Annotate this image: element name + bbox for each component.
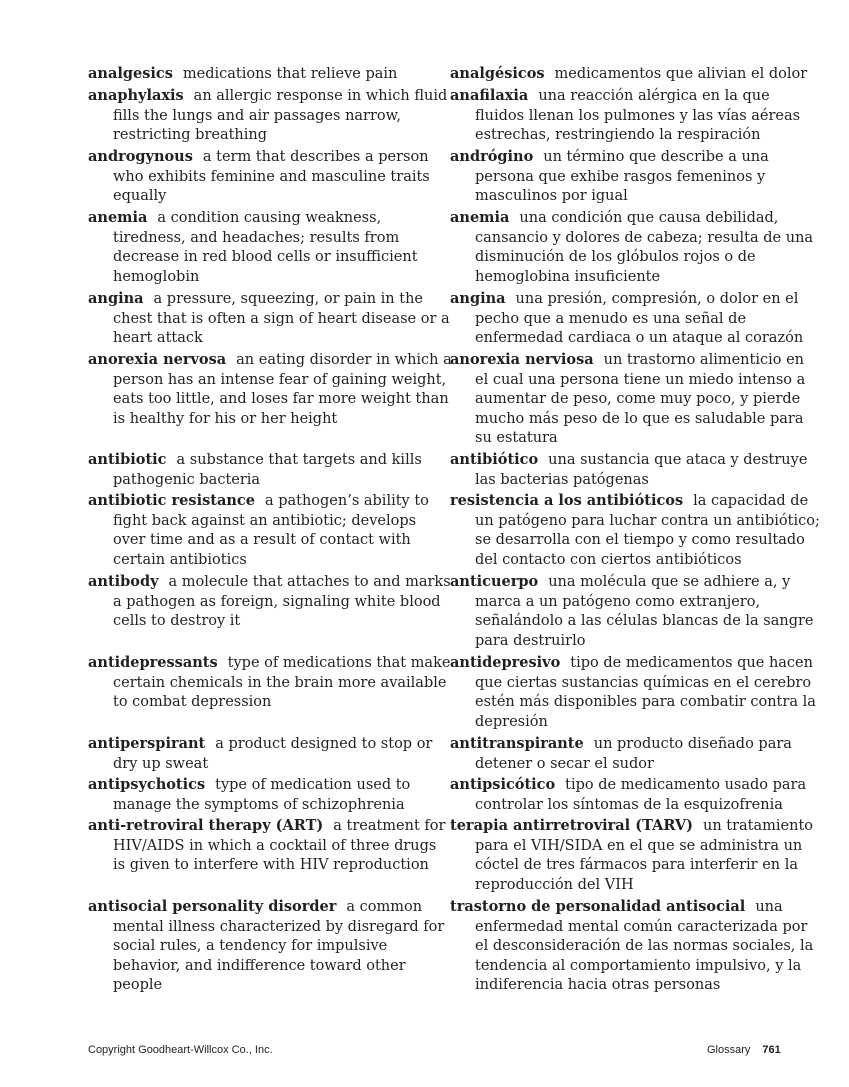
- entry-term: terapia antirretroviral (TARV): [450, 817, 693, 834]
- glossary-entry-es: [450, 289, 820, 349]
- glossary-entry-en: [88, 653, 453, 713]
- entry-definition: type of medications that make certain chemicals in the brain more available to combat depression: [113, 655, 451, 710]
- entry-definition: an allergic response in which fluid fills the lungs and air passages narrow, restricting breathing: [113, 88, 448, 143]
- entry-definition: a common mental illness characterized by disregard for social rules, a tendency for impulsive behavior, and indifference toward other people: [113, 899, 445, 993]
- entry-term: analgesics: [88, 65, 173, 82]
- entry-term: antibody: [88, 573, 159, 590]
- entry-term: antidepressants: [88, 654, 218, 671]
- entry-term: antibiotic resistance: [88, 492, 255, 509]
- page-footer-right: [707, 1043, 781, 1057]
- copyright-notice: Copyright Goodheart-Willcox Co., Inc.: [88, 1044, 273, 1056]
- entry-definition: a substance that targets and kills pathogenic bacteria: [113, 452, 422, 488]
- glossary-entry-en: [88, 289, 453, 349]
- entry-term: antisocial personality disorder: [88, 898, 337, 915]
- entry-term: anticuerpo: [450, 573, 539, 590]
- entry-definition: tipo de medicamento usado para controlar los síntomas de la esquizofrenia: [475, 777, 807, 813]
- entry-term: anti-retroviral therapy (ART): [88, 817, 324, 834]
- glossary-entry-en: [88, 208, 453, 287]
- entry-definition: a treatment for HIV/AIDS in which a cocktail of three drugs is given to interfere with HIV reproduction: [113, 818, 446, 873]
- entry-definition: a molecule that attaches to and marks a pathogen as foreign, signaling white blood cells to destroy it: [113, 574, 451, 629]
- entry-term: antitranspirante: [450, 735, 584, 752]
- glossary-entry-en: [88, 816, 453, 876]
- entry-term: resistencia a los antibióticos: [450, 492, 684, 509]
- entry-term: antibiotic: [88, 451, 167, 468]
- glossary-entry-en: [88, 350, 453, 429]
- entry-definition: a pathogen’s ability to fight back against an antibiotic; develops over time and as a result of contact with certain antibiotics: [113, 493, 429, 568]
- glossary-entry-es: [450, 208, 820, 287]
- entry-term: anafilaxia: [450, 87, 529, 104]
- entry-term: antiperspirant: [88, 735, 206, 752]
- entry-definition: un término que describe a una persona que exhibe rasgos femeninos y masculinos por igual: [475, 149, 769, 204]
- glossary-entry-en: [88, 897, 453, 996]
- glossary-entry-es: [450, 734, 820, 774]
- entry-term: anaphylaxis: [88, 87, 184, 104]
- entry-term: antidepresivo: [450, 654, 561, 671]
- entry-definition: una presión, compresión, o dolor en el pecho que a menudo es una señal de enfermedad cardiaca o un ataque al corazón: [475, 291, 804, 346]
- glossary-entry-en: [88, 734, 453, 774]
- entry-term: angina: [88, 290, 144, 307]
- entry-term: trastorno de personalidad antisocial: [450, 898, 746, 915]
- entry-definition: a pressure, squeezing, or pain in the chest that is often a sign of heart disease or a heart attack: [113, 291, 450, 346]
- entry-term: andrógino: [450, 148, 534, 165]
- glossary-entry-en: [88, 775, 453, 815]
- entry-definition: un producto diseñado para detener o secar el sudor: [475, 736, 792, 772]
- glossary-entry-en: [88, 64, 453, 85]
- glossary-entry-es: [450, 450, 820, 490]
- glossary-entry-es: [450, 491, 820, 570]
- entry-definition: type of medication used to manage the symptoms of schizophrenia: [113, 777, 411, 813]
- glossary-entry-es: [450, 350, 820, 449]
- entry-definition: una enfermedad mental común caracterizada por el desconsideración de las normas sociales, la tendencia al comportamiento impulsivo, y la indiferencia hacia otras personas: [475, 899, 814, 993]
- entry-term: angina: [450, 290, 506, 307]
- glossary-entry-en: [88, 450, 453, 490]
- entry-definition: a condition causing weakness, tiredness, and headaches; results from decrease in red blood cells or insufficient hemoglobin: [113, 210, 418, 285]
- page-number: 761: [762, 1044, 781, 1056]
- entry-term: anorexia nerviosa: [450, 351, 594, 368]
- entry-term: anorexia nervosa: [88, 351, 227, 368]
- entry-definition: tipo de medicamentos que hacen que ciertas sustancias químicas en el cerebro estén más disponibles para combatir contra la depresión: [475, 655, 816, 730]
- entry-definition: a term that describes a person who exhibits feminine and masculine traits equally: [113, 149, 430, 204]
- entry-definition: una molécula que se adhiere a, y marca a un patógeno como extranjero, señalándolo a las células blancas de la sangre para destruirlo: [475, 574, 814, 649]
- glossary-entry-es: [450, 775, 820, 815]
- entry-definition: medications that relieve pain: [182, 66, 398, 82]
- glossary-entry-en: [88, 572, 453, 632]
- glossary-entry-en: [88, 491, 453, 570]
- entry-definition: la capacidad de un patógeno para luchar contra un antibiótico; se desarrolla con el tiempo y como resultado del contacto con ciertos antibióticos: [475, 493, 820, 568]
- glossary-entry-es: [450, 86, 820, 146]
- glossary-entry-es: [450, 64, 820, 85]
- glossary-entry-es: [450, 572, 820, 651]
- entry-term: analgésicos: [450, 65, 545, 82]
- entry-term: anemia: [88, 209, 148, 226]
- entry-definition: un tratamiento para el VIH/SIDA en el que se administra un cóctel de tres fármacos para interferir en la reproducción del VIH: [475, 818, 814, 893]
- entry-definition: una reacción alérgica en la que fluidos llenan los pulmones y las vías aéreas estrechas, restringiendo la respiración: [475, 88, 801, 143]
- glossary-entry-en: [88, 86, 453, 146]
- entry-definition: una sustancia que ataca y destruye las bacterias patógenas: [475, 452, 808, 488]
- glossary-entry-es: [450, 147, 820, 207]
- glossary-entry-en: [88, 147, 453, 207]
- entry-definition: medicamentos que alivian el dolor: [554, 66, 808, 82]
- entry-term: antipsychotics: [88, 776, 206, 793]
- entry-term: antipsicótico: [450, 776, 556, 793]
- entry-term: androgynous: [88, 148, 193, 165]
- entry-definition: a product designed to stop or dry up sweat: [113, 736, 433, 772]
- section-label: Glossary: [707, 1044, 751, 1056]
- entry-term: anemia: [450, 209, 510, 226]
- glossary-entry-es: [450, 816, 820, 895]
- entry-definition: an eating disorder in which a person has an intense fear of gaining weight, eats too little, and loses far more weight than is healthy for his or her height: [113, 352, 452, 427]
- entry-term: antibiótico: [450, 451, 539, 468]
- glossary-entry-es: [450, 653, 820, 732]
- entry-definition: una condición que causa debilidad, cansancio y dolores de cabeza; resulta de una disminución de los glóbulos rojos o de hemoglobina insuficiente: [475, 210, 814, 285]
- entry-definition: un trastorno alimenticio en el cual una persona tiene un miedo intenso a aumentar de peso, come muy poco, y pierde mucho más peso de lo que es saludable para su estatura: [475, 352, 806, 446]
- glossary-entry-es: [450, 897, 820, 996]
